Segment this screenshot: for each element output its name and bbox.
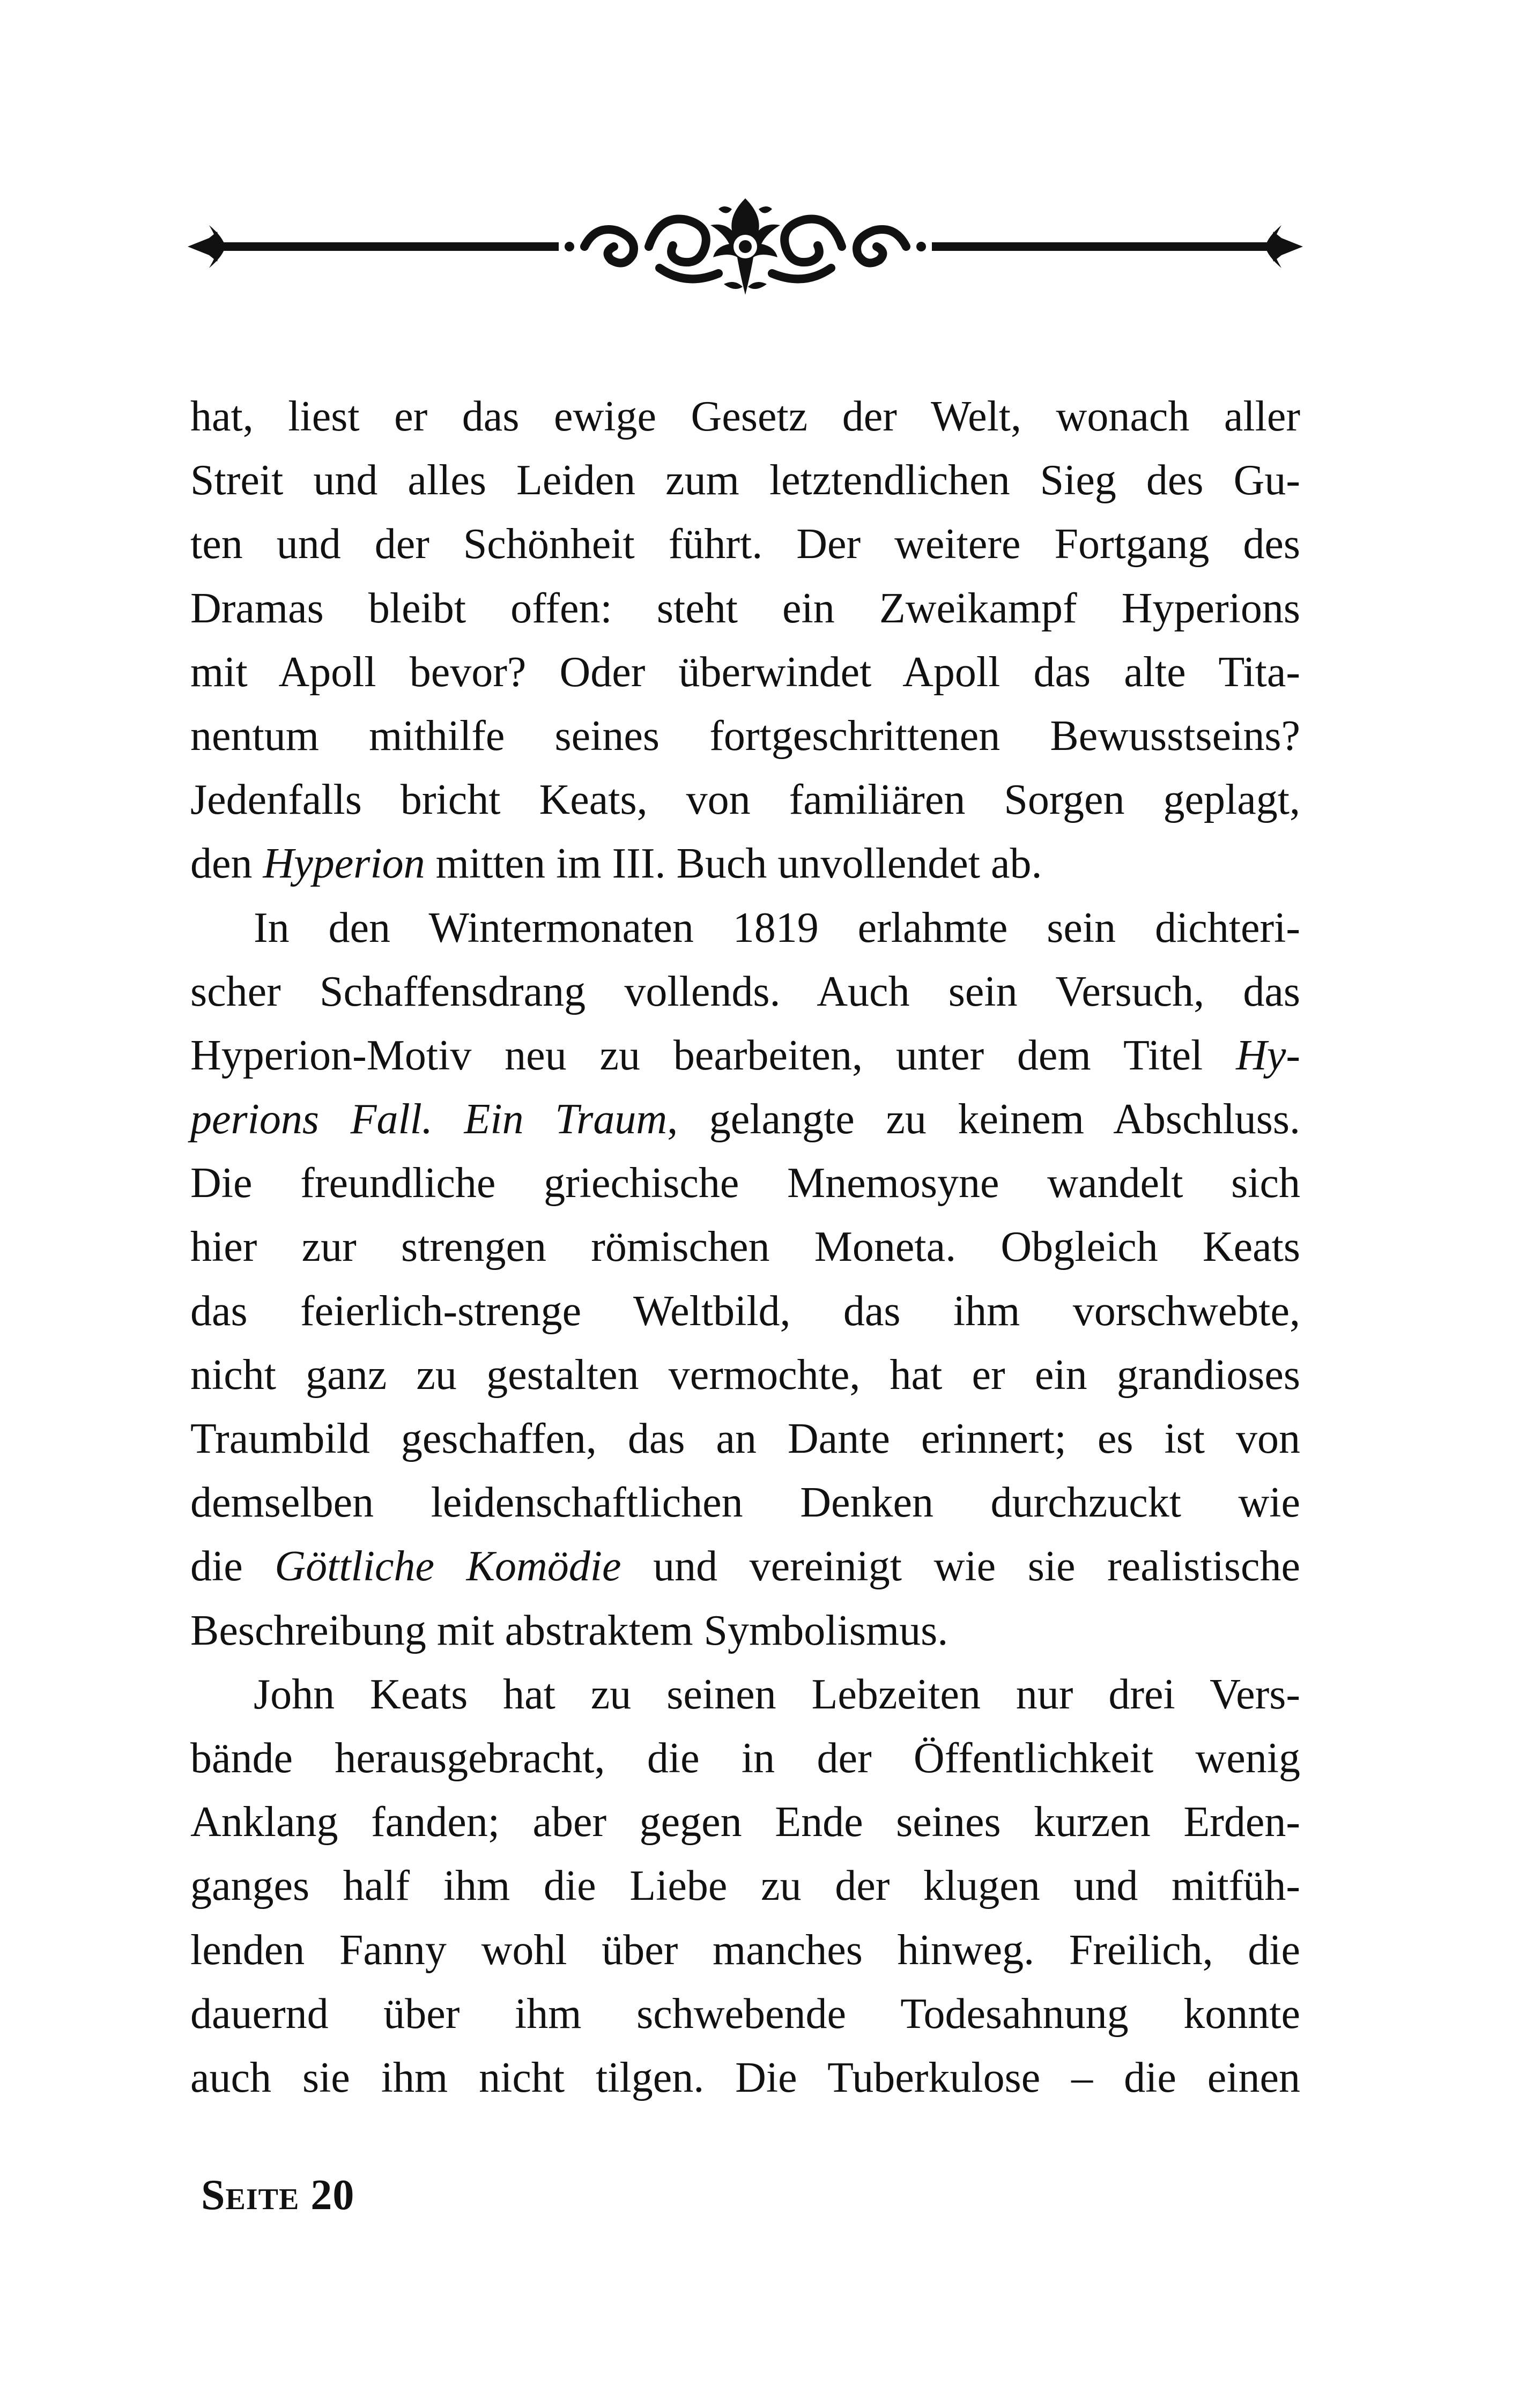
scroll-flourish-divider-icon: [188, 193, 1303, 300]
text-segment: , gelangte zu keinem Abschluss.: [667, 1096, 1300, 1143]
text-segment: Anklang fanden; aber gegen Ende seines kurzen Erden-: [190, 1798, 1300, 1846]
text-segment: den: [190, 840, 263, 888]
text-line: [190, 1088, 1300, 1151]
text-line: [190, 577, 1300, 641]
text-segment: Hyperion-Motiv neu zu bearbeiten, unter dem Titel: [190, 1031, 1236, 1079]
text-line: [190, 641, 1300, 704]
italic-title: Göttliche Komödie: [275, 1543, 621, 1591]
text-segment: mitten im III. Buch unvollendet ab.: [425, 840, 1042, 888]
text-segment: auch sie ihm nicht tilgen. Die Tuberkulose – die einen: [190, 2054, 1300, 2101]
text-line: [190, 832, 1300, 896]
text-line: [190, 1790, 1300, 1854]
text-segment: ten und der Schönheit führt. Der weitere Fortgang des: [190, 521, 1300, 568]
text-segment: John Keats hat zu seinen Lebzeiten nur drei Vers-: [254, 1670, 1300, 1718]
paragraph: [190, 896, 1300, 1663]
paragraph: [190, 385, 1300, 896]
text-line: [190, 1982, 1300, 2046]
text-line: [190, 1919, 1300, 1982]
text-segment: bände herausgebracht, die in der Öffentlichkeit wenig: [190, 1734, 1300, 1782]
text-segment: scher Schaffensdrang vollends. Auch sein Versuch, das: [190, 968, 1300, 1015]
text-segment: Die freundliche griechische Mnemosyne wandelt sich: [190, 1160, 1300, 1207]
page-number: Seite 20: [201, 2172, 355, 2219]
text-line: [190, 1471, 1300, 1535]
text-line: [190, 1407, 1300, 1471]
text-segment: Beschreibung mit abstraktem Symbolismus.: [190, 1607, 949, 1654]
text-line: [190, 1854, 1300, 1918]
text-line: [190, 2046, 1300, 2110]
text-segment: und vereinigt wie sie realistische: [621, 1543, 1300, 1591]
body-text: [190, 385, 1300, 2110]
text-segment: hat, liest er das ewige Gesetz der Welt, wonach aller: [190, 393, 1300, 440]
text-segment: lenden Fanny wohl über manches hinweg. Freilich, die: [190, 1926, 1300, 1974]
text-segment: Traumbild geschaffen, das an Dante erinnert; es ist von: [190, 1415, 1300, 1462]
text-segment: das feierlich-strenge Weltbild, das ihm vorschwebte,: [190, 1287, 1300, 1335]
italic-title: Hy-: [1236, 1031, 1300, 1079]
text-line: [190, 449, 1300, 512]
italic-title: perions Fall. Ein Traum: [190, 1096, 668, 1143]
text-line: [190, 1599, 1300, 1663]
text-line: [190, 1151, 1300, 1215]
text-segment: Streit und alles Leiden zum letztendlichen Sieg des Gu-: [190, 457, 1300, 504]
paragraph: [190, 1663, 1300, 2110]
text-line: [190, 960, 1300, 1024]
text-segment: nentum mithilfe seines fortgeschrittenen Bewusstseins?: [190, 712, 1300, 760]
italic-title: Hyperion: [263, 840, 425, 888]
text-line: [190, 1215, 1300, 1279]
text-segment: In den Wintermonaten 1819 erlahmte sein dichteri-: [254, 904, 1300, 952]
text-line: [190, 1727, 1300, 1790]
text-segment: ganges half ihm die Liebe zu der klugen und mitfüh-: [190, 1862, 1300, 1910]
text-line: [190, 385, 1300, 449]
text-line: [190, 1280, 1300, 1343]
text-line: [190, 768, 1300, 832]
text-line: [190, 1024, 1300, 1088]
text-line: [190, 896, 1300, 960]
text-line: [190, 512, 1300, 576]
text-line: [190, 1663, 1300, 1727]
text-segment: mit Apoll bevor? Oder überwindet Apoll das alte Tita-: [190, 648, 1300, 696]
text-segment: dauernd über ihm schwebende Todesahnung konnte: [190, 1990, 1300, 2038]
text-line: [190, 704, 1300, 768]
text-segment: hier zur strengen römischen Moneta. Obgleich Keats: [190, 1223, 1300, 1271]
text-segment: Dramas bleibt offen: steht ein Zweikampf Hyperions: [190, 584, 1300, 632]
text-segment: nicht ganz zu gestalten vermochte, hat er ein grandioses: [190, 1351, 1300, 1399]
text-line: [190, 1343, 1300, 1407]
text-segment: demselben leidenschaftlichen Denken durchzuckt wie: [190, 1479, 1300, 1527]
text-segment: die: [190, 1543, 275, 1591]
text-line: [190, 1535, 1300, 1599]
text-segment: Jedenfalls bricht Keats, von familiären Sorgen geplagt,: [190, 776, 1300, 824]
